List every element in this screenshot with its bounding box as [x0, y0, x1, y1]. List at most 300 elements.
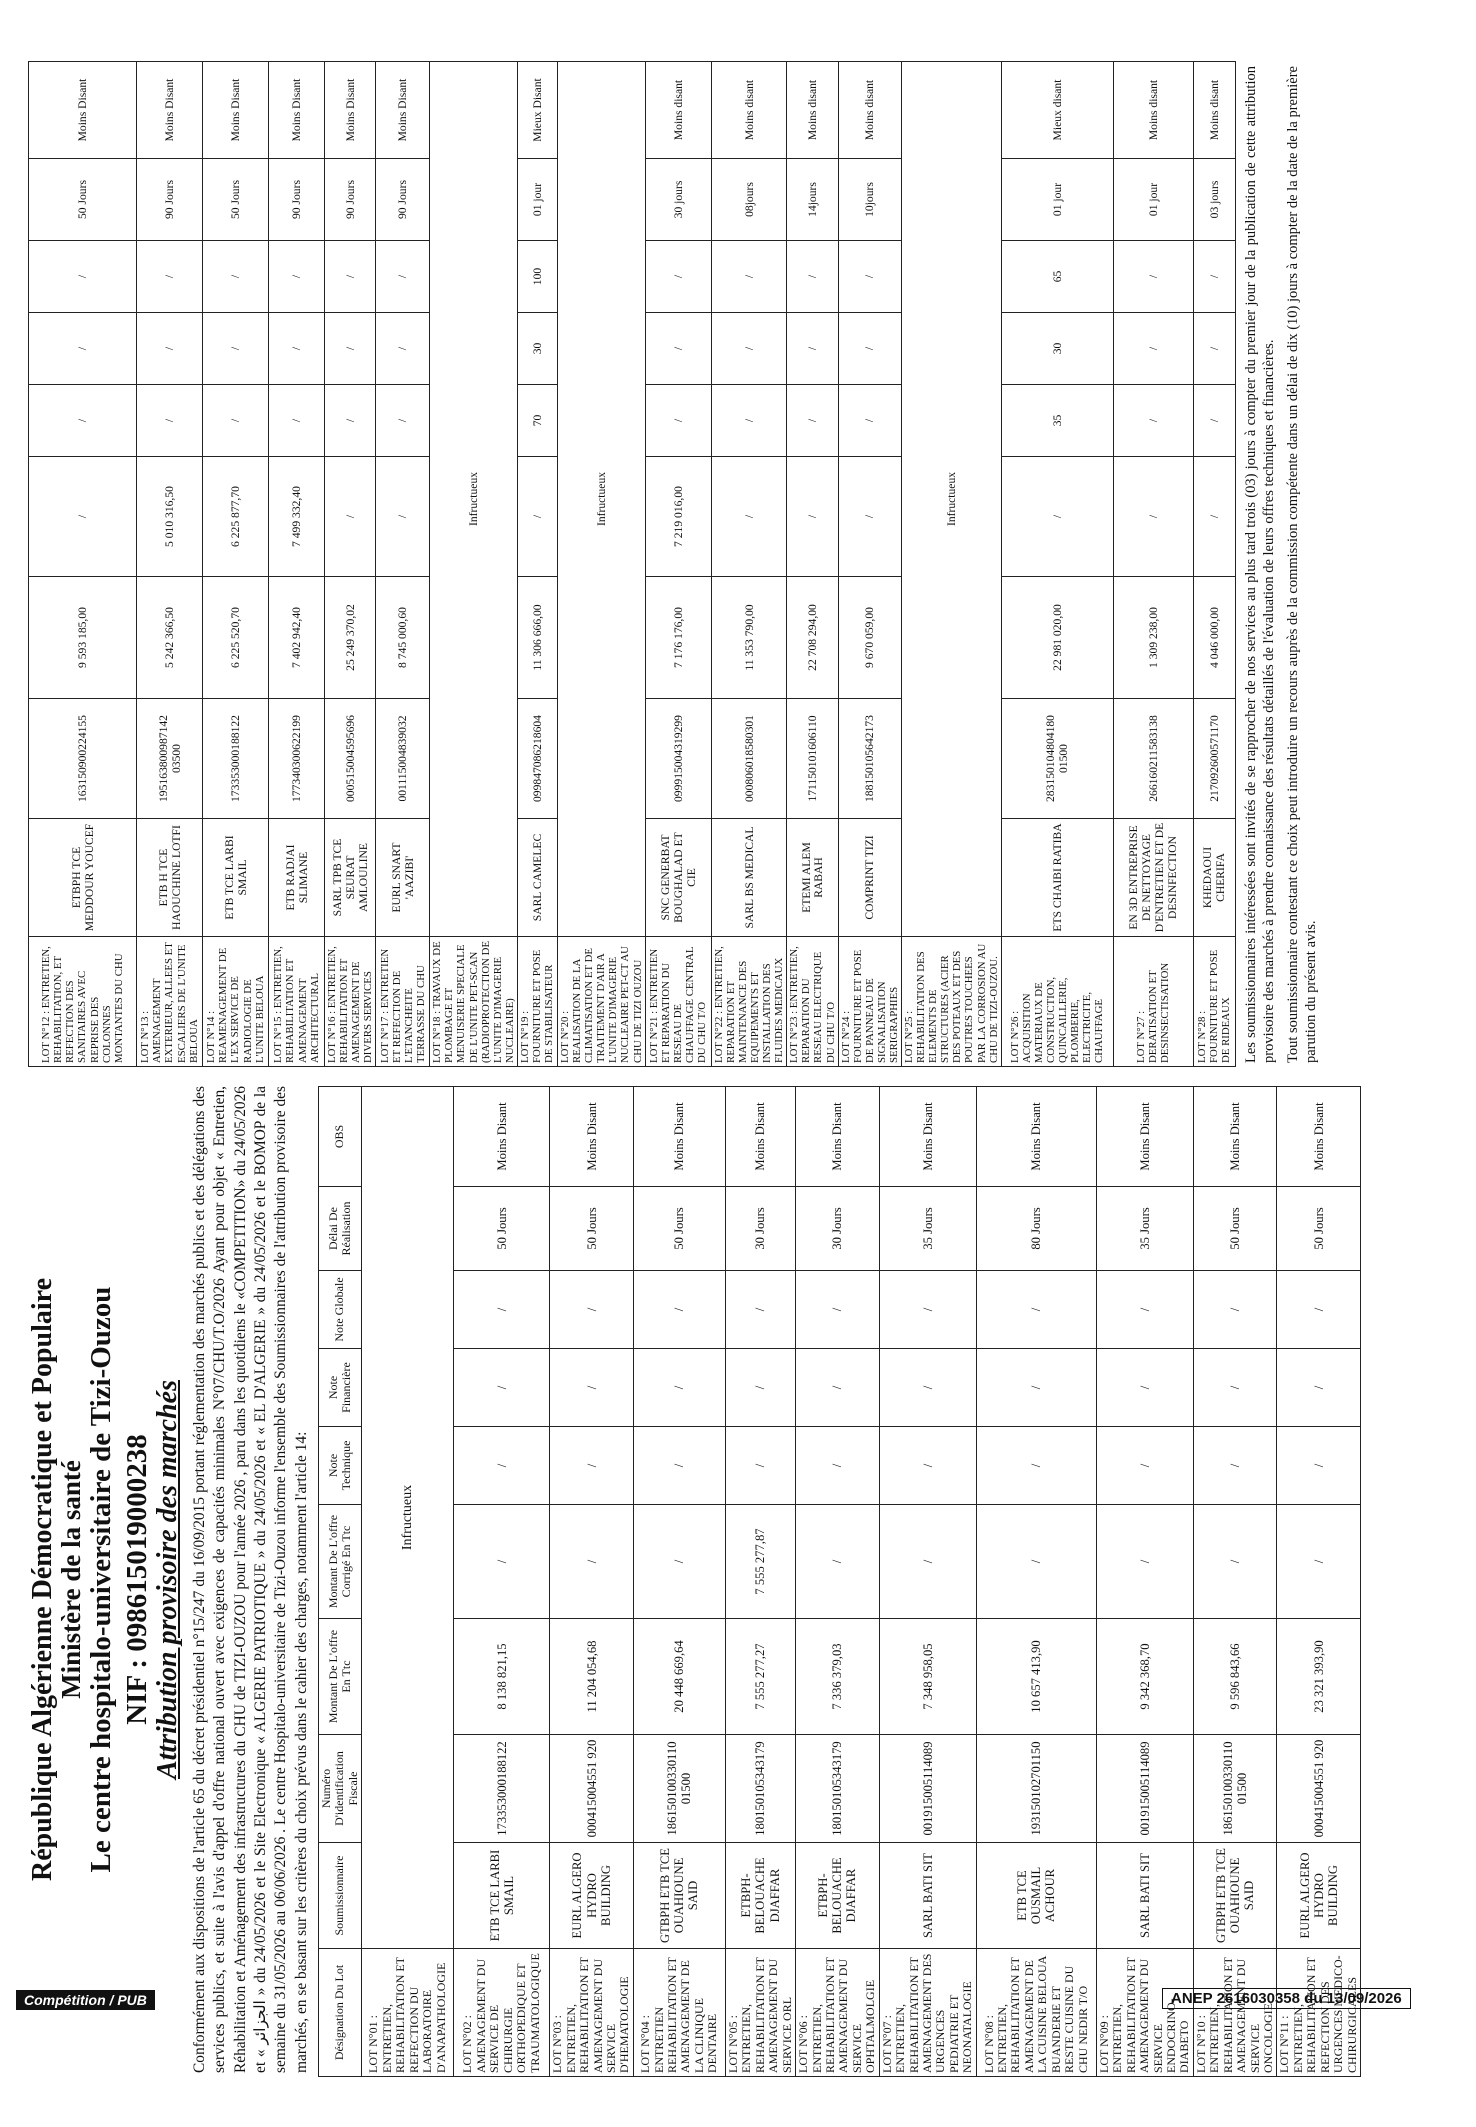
cell-corrige: /	[1096, 1505, 1193, 1619]
cell-corrige: /	[787, 457, 838, 577]
table-row	[203, 62, 269, 1067]
cell-delai: 35 Jours	[879, 1187, 976, 1271]
cell-fin: /	[1096, 1349, 1193, 1427]
cell-nif: 163150900224155	[29, 699, 137, 819]
cell-tech: 70	[517, 385, 557, 457]
lot-designation: LOT N°09 : ENTRETIEN, REHABILITATION ET AMENAGEMENT DU SERVICE ENDOCRINO-DIABETO	[1096, 1949, 1193, 2077]
cell-obs: Moins Disant	[1096, 1087, 1193, 1187]
cell-tech: /	[269, 385, 325, 457]
cell-soum: EURL ALGERO HYDRO BUILDING	[1277, 1843, 1361, 1949]
cell-fin: /	[203, 313, 269, 385]
cell-fin: /	[325, 313, 376, 385]
cell-glob: /	[725, 1271, 795, 1349]
col-delai: Délai De Réalisation	[318, 1187, 361, 1271]
cell-glob: /	[1193, 241, 1235, 313]
cell-montant: 1 309 238,00	[1113, 577, 1193, 699]
cell-corrige: 7 499 332,40	[269, 457, 325, 577]
anep-reference: ANEP 2616030358 du 13/09/2026	[1162, 1988, 1411, 2009]
cell-montant: 25 249 370,02	[325, 577, 376, 699]
cell-soum: KHEDAOUI CHERIFA	[1193, 819, 1235, 937]
cell-obs: Moins Disant	[633, 1087, 725, 1187]
cell-nif: 193150102701150	[976, 1735, 1096, 1843]
cell-montant: 9 593 185,00	[29, 577, 137, 699]
cell-montant: 8 138 821,15	[454, 1619, 550, 1735]
cell-delai: 50 Jours	[29, 159, 137, 241]
table-row	[711, 62, 786, 1067]
cell-montant: 7 336 379,03	[796, 1619, 880, 1735]
cell-delai: 01 jour	[1001, 159, 1113, 241]
cell-soum: SARL CAMELEC	[517, 819, 557, 937]
cell-fin: /	[879, 1349, 976, 1427]
cell-montant: 9 670 059,00	[838, 577, 901, 699]
cell-corrige: /	[550, 1505, 634, 1619]
infructueux-cell: Infructueux	[902, 62, 1002, 937]
table-row	[645, 62, 711, 1067]
cell-obs: Moins disant	[711, 62, 786, 159]
cell-corrige: /	[1277, 1505, 1361, 1619]
cell-corrige: /	[29, 457, 137, 577]
cell-tech: /	[796, 1427, 880, 1505]
cell-glob: /	[376, 241, 430, 313]
cell-nif: 180150105343179	[725, 1735, 795, 1843]
cell-fin: 30	[1001, 313, 1113, 385]
cell-glob: /	[1193, 1271, 1277, 1349]
cell-fin: /	[1113, 313, 1193, 385]
cell-glob: /	[29, 241, 137, 313]
cell-soum: SARL TPB TCE SEURAT AMLOULINE	[325, 819, 376, 937]
lot-designation: LOT N°19 : FOURNITURE ET POSE DE STABILISATEUR	[517, 937, 557, 1067]
cell-glob: /	[1113, 241, 1193, 313]
cell-soum: ETB TCE OUSMAIL ACHOUR	[976, 1843, 1096, 1949]
cell-soum: ETB TCE LARBI SMAIL	[203, 819, 269, 937]
lot-designation: LOT N°03 : ENTRETIEN, REHABILITATION ET AMENAGEMENT DU SERVICE D'HEMATOLOGIE	[550, 1949, 634, 2077]
cell-tech: /	[1277, 1427, 1361, 1505]
cell-delai: 03 jours	[1193, 159, 1235, 241]
table-row	[376, 62, 430, 1067]
cell-corrige: /	[1001, 457, 1113, 577]
cell-nif: 217092600571170	[1193, 699, 1235, 819]
lot-designation: LOT N°10 : ENTRETIEN, REHABILITATION ET AMENAGEMENT DU SERVICE ONCOLOGIE	[1193, 1949, 1277, 2077]
cell-nif: 173353000188122	[454, 1735, 550, 1843]
table-row	[1001, 62, 1113, 1067]
cell-fin: /	[137, 313, 203, 385]
cell-montant: 22 981 020,00	[1001, 577, 1113, 699]
cell-corrige: /	[1113, 457, 1193, 577]
table-row	[1193, 1087, 1277, 2077]
cell-tech: /	[787, 385, 838, 457]
cell-obs: Moins Disant	[269, 62, 325, 159]
cell-glob: /	[787, 241, 838, 313]
table-row	[137, 62, 203, 1067]
cell-obs: Moins Disant	[137, 62, 203, 159]
cell-glob: /	[633, 1271, 725, 1349]
cell-fin: /	[1277, 1349, 1361, 1427]
cell-montant: 11 353 790,00	[711, 577, 786, 699]
cell-montant: 4 046 000,00	[1193, 577, 1235, 699]
cell-delai: 50 Jours	[454, 1187, 550, 1271]
table-row	[29, 62, 137, 1067]
rotated-document	[28, 57, 1438, 2077]
intro-paragraph: Conformément aux dispositions de l'article 65 du décret présidentiel n°15/247 du 16/09/2015 portant réglementation des marchés publics et des délégations des services publics, et suite à l'avis d'appel d'offre national ouvert avec exigences de capacités minimales N°07/CHU/T.O/2026 Ayant pour objet « Entretien, Réhabilitation et Aménagement des infrastructures du CHU de TIZI-OUZOU pour l'année 2026 , paru dans les quotidiens le «COMPETITION» du 24/05/2026 et « الجزائر » du 24/05/2026 et le Site Electronique « ALGERIE PATRIOTIQUE » du 24/05/2026 et « EL D'ALGERIE » du 24/05/2026 et le BOMOP de la semaine du 31/05/2026 au 06/06/2026 . Le centre Hospitalo-universitaire de Tizi-Ouzou informe l'ensemble des Soumissionnaires de l'attribution provisoire des marchés, en se basant sur les critères du choix prévus dans le cahier des charges, notamment l'article 14:	[191, 1085, 310, 2073]
col-corrige: Montant De L'offre Corrigé En Ttc	[318, 1505, 361, 1619]
lot-designation: LOT N°11 : ENTRETIEN, REHABILITATION ET REFECTION DES URGENCES MEDICO-CHIRURGICALES	[1277, 1949, 1361, 2077]
footer-note-1: Les soumissionnaires intéressées sont invités de se rapprocher de nos services au plus tard trois (03) jours à compter du premier jour de la publication de cette attribution provisoire des marchés à prendre connaissance des résultats détaillés de l'évaluation de leurs offres techniques et financières.	[1242, 66, 1277, 1063]
cell-fin: /	[1193, 313, 1235, 385]
cell-fin: /	[633, 1349, 725, 1427]
cell-montant: 7 402 942,40	[269, 577, 325, 699]
cell-montant: 11 306 666,00	[517, 577, 557, 699]
cell-obs: Moins Disant	[1193, 1087, 1277, 1187]
cell-tech: /	[1113, 385, 1193, 457]
cell-tech: /	[725, 1427, 795, 1505]
cell-glob: /	[796, 1271, 880, 1349]
lot-designation: LOT N°15 : ENTRETIEN, REHABILITATION ET AMENAGEMENT ARCHITECTURAL	[269, 937, 325, 1067]
table-row	[517, 62, 557, 1067]
cell-tech: /	[838, 385, 901, 457]
cell-tech: /	[1193, 1427, 1277, 1505]
cell-glob: /	[1277, 1271, 1361, 1349]
cell-tech: /	[711, 385, 786, 457]
cell-fin: /	[269, 313, 325, 385]
cell-nif: 001915005114089	[1096, 1735, 1193, 1843]
cell-delai: 01 jour	[517, 159, 557, 241]
cell-delai: 35 Jours	[1096, 1187, 1193, 1271]
left-table	[318, 1086, 1361, 2077]
infructueux-cell: Infructueux	[557, 62, 645, 937]
cell-corrige: /	[796, 1505, 880, 1619]
cell-soum: ETS CHAIBI RATIBA	[1001, 819, 1113, 937]
cell-delai: 90 Jours	[137, 159, 203, 241]
cell-tech: /	[29, 385, 137, 457]
cell-delai: 30 Jours	[796, 1187, 880, 1271]
table-row	[1277, 1087, 1361, 2077]
table-row	[557, 62, 645, 1067]
cell-obs: Moins Disant	[203, 62, 269, 159]
cell-corrige: 7 219 016,00	[645, 457, 711, 577]
table-row	[879, 1087, 976, 2077]
cell-nif: 186150100330110 01500	[633, 1735, 725, 1843]
cell-corrige: /	[633, 1505, 725, 1619]
infructueux-cell: Infructueux	[362, 1087, 454, 1949]
cell-fin: /	[1193, 1349, 1277, 1427]
cell-soum: ETB RADJAI SLIMANE	[269, 819, 325, 937]
lot-designation: LOT N°17 : ENTRETIEN ET REFECTION DE L'ETANCHEITE TERRASSE DU CHU	[376, 937, 430, 1067]
cell-delai: 90 Jours	[325, 159, 376, 241]
cell-corrige: /	[454, 1505, 550, 1619]
cell-tech: /	[137, 385, 203, 457]
cell-obs: Moins disant	[1193, 62, 1235, 159]
cell-fin: /	[29, 313, 137, 385]
cell-obs: Moins disant	[1113, 62, 1193, 159]
table-row	[633, 1087, 725, 2077]
cell-soum: SARL BATI SIT	[879, 1843, 976, 1949]
lot-designation: LOT N°12 : ENTRETIEN, REHABILITATION, ET REFECTION DES SANITAIRES AVEC REPRISE DES COLONNES MONTANTES DU CHU	[29, 937, 137, 1067]
lot-designation: LOT N°25 : REHABILITATION DES ELEMENTS DE STRUCTURES (ACIER DES POTEAUX ET DES POUTRES TOUCHEES PAR LA CORROSION AU CHU DE TIZI-OUZOU.	[902, 937, 1002, 1067]
table-row	[787, 62, 838, 1067]
table-row	[976, 1087, 1096, 2077]
cell-corrige: /	[1193, 1505, 1277, 1619]
cell-fin: /	[796, 1349, 880, 1427]
lot-designation: LOT N°23 : ENTRETIEN, REPARATION DU RESEAU ELECTRIQUE DU CHU T/O	[787, 937, 838, 1067]
cell-glob: /	[711, 241, 786, 313]
lot-designation: LOT N°08 : ENTRETIEN, REHABILITATION ET AMENAGEMENT DE LA CUISINE BELOUA BUANDERIE ET RESTE CUISINE DU CHU NEDIR T/O	[976, 1949, 1096, 2077]
cell-corrige: /	[711, 457, 786, 577]
cell-delai: 90 Jours	[269, 159, 325, 241]
col-fin: Note Financière	[318, 1349, 361, 1427]
cell-glob: /	[1096, 1271, 1193, 1349]
cell-fin: /	[550, 1349, 634, 1427]
header-chu: Le centre hospitalo-universitaire de Tizi-Ouzou	[84, 1286, 117, 1873]
cell-obs: Moins disant	[787, 62, 838, 159]
lot-designation: LOT N°07 : ENTRETIEN, REHABILITATION ET AMENAGEMENT DES URGENCES PEDIATRIE ET NEONATALOGIE	[879, 1949, 976, 2077]
cell-soum: ETB H TCE HAOUCHINE LOTFI	[137, 819, 203, 937]
cell-montant: 10 657 413,90	[976, 1619, 1096, 1735]
cell-tech: /	[454, 1427, 550, 1505]
cell-obs: Mieux disant	[1001, 62, 1113, 159]
cell-nif: 000415004551 920	[550, 1735, 634, 1843]
cell-corrige: /	[376, 457, 430, 577]
cell-montant: 23 321 393,90	[1277, 1619, 1361, 1735]
cell-delai: 30 Jours	[725, 1187, 795, 1271]
cell-tech: 35	[1001, 385, 1113, 457]
lot-designation: LOT N°24 : FOURNITURE ET POSE DE PANNEAU DE SIGNALISATION SERIGRAPHIES	[838, 937, 901, 1067]
cell-fin: /	[787, 313, 838, 385]
cell-fin: /	[711, 313, 786, 385]
cell-soum: ETB TCE LARBI SMAIL	[454, 1843, 550, 1949]
cell-corrige: /	[325, 457, 376, 577]
cell-glob: /	[203, 241, 269, 313]
cell-glob: /	[879, 1271, 976, 1349]
cell-nif: 000415004551 920	[1277, 1735, 1361, 1843]
right-table	[28, 61, 1236, 1067]
cell-soum: SARL BATI SIT	[1096, 1843, 1193, 1949]
cell-fin: /	[376, 313, 430, 385]
cell-tech: /	[1193, 385, 1235, 457]
cell-soum: ETBPH TCE MEDDOUR YOUCEF	[29, 819, 137, 937]
col-soum: Soumissionnaire	[318, 1843, 361, 1949]
lot-designation: LOT N°02 : AMENAGEMENT DU SERVICE DE CHIRURGIE ORTHOPEDIQUE ET TRAUMATOLOGIQUE	[454, 1949, 550, 2077]
lot-designation: LOT N°28 : FOURNITURE ET POSE DE RIDEAUX	[1193, 937, 1235, 1067]
table-row	[550, 1087, 634, 2077]
cell-corrige: /	[976, 1505, 1096, 1619]
cell-obs: Moins Disant	[725, 1087, 795, 1187]
cell-fin: /	[838, 313, 901, 385]
cell-nif: 001115004839032	[376, 699, 430, 819]
col-montant: Montant De L'offre En Ttc	[318, 1619, 361, 1735]
left-column	[28, 1082, 1361, 2077]
cell-fin: 30	[517, 313, 557, 385]
cell-montant: 9 342 368,70	[1096, 1619, 1193, 1735]
cell-nif: 099915004319299	[645, 699, 711, 819]
cell-tech: /	[633, 1427, 725, 1505]
left-table-header	[318, 1087, 361, 2077]
cell-tech: /	[376, 385, 430, 457]
cell-glob: /	[645, 241, 711, 313]
cell-obs: Moins Disant	[879, 1087, 976, 1187]
lot-designation: LOT N°04 : ENTRETIEN REHABILITATION ET AMENAGEMENT DE LA CLINIQUE DENTAIRE	[633, 1949, 725, 2077]
cell-corrige: 7 555 277,87	[725, 1505, 795, 1619]
cell-fin: /	[976, 1349, 1096, 1427]
cell-soum: GTBPH ETB TCE OUAHIOUNE SAID	[633, 1843, 725, 1949]
cell-montant: 8 745 000,60	[376, 577, 430, 699]
cell-obs: Moins Disant	[376, 62, 430, 159]
right-column	[28, 62, 1326, 1067]
table-row	[454, 1087, 550, 2077]
cell-montant: 5 242 366,50	[137, 577, 203, 699]
table-row	[725, 1087, 795, 2077]
cell-obs: Moins Disant	[550, 1087, 634, 1187]
cell-delai: 80 Jours	[976, 1187, 1096, 1271]
cell-montant: 9 596 843,66	[1193, 1619, 1277, 1735]
cell-delai: 30 jours	[645, 159, 711, 241]
cell-soum: EURL SNART 'AAZIBI'	[376, 819, 430, 937]
cell-soum: COMPRINT TIZI	[838, 819, 901, 937]
cell-obs: Moins Disant	[29, 62, 137, 159]
cell-soum: SNC GENERBAT BOUGHALAD ET CIE	[645, 819, 711, 937]
lot-designation: LOT N°01 : ENTRETIEN, REHABILITATION ET REFECTION DU LABORATOIRE D'ANAPATHOLOGIE	[362, 1949, 454, 2077]
cell-nif: 000515004595696	[325, 699, 376, 819]
col-tech: Note Technique	[318, 1427, 361, 1505]
cell-obs: Moins Disant	[454, 1087, 550, 1187]
cell-delai: 14jours	[787, 159, 838, 241]
cell-montant: 7 176 176,00	[645, 577, 711, 699]
lot-designation: LOT N°22 : ENTRETIEN, REPARATION ET MAINTENANCE DES EQUIPEMENTS ET INSTALLATION DES FLUIDES MEDICAUX	[711, 937, 786, 1067]
cell-tech: /	[325, 385, 376, 457]
col-lot: Désignation Du Lot	[318, 1949, 361, 2077]
col-nif: Numéro D'identification Fiscale	[318, 1735, 361, 1843]
cell-glob: /	[550, 1271, 634, 1349]
table-row	[902, 62, 1002, 1067]
cell-nif: 180150105343179	[796, 1735, 880, 1843]
cell-delai: 90 Jours	[376, 159, 430, 241]
cell-tech: /	[550, 1427, 634, 1505]
cell-nif: 173353000188122	[203, 699, 269, 819]
col-obs: OBS	[318, 1087, 361, 1187]
header-republic: République Algérienne Démocratique et Populaire	[27, 1278, 58, 1881]
cell-montant: 7 348 958,05	[879, 1619, 976, 1735]
cell-obs: Moins disant	[645, 62, 711, 159]
lot-designation: LOT N°16 : ENTRETIEN, REHABILITATION ET AMENAGEMENT DE DIVERS SERVICES	[325, 937, 376, 1067]
publisher-badge: Compétition / PUB	[16, 1990, 155, 2010]
cell-glob: /	[325, 241, 376, 313]
cell-delai: 50 Jours	[203, 159, 269, 241]
cell-montant: 7 555 277,27	[725, 1619, 795, 1735]
cell-glob: 100	[517, 241, 557, 313]
cell-delai: 01 jour	[1113, 159, 1193, 241]
cell-obs: Moins disant	[838, 62, 901, 159]
cell-obs: Moins Disant	[976, 1087, 1096, 1187]
table-row	[430, 62, 518, 1067]
table-row	[269, 62, 325, 1067]
cell-glob: /	[454, 1271, 550, 1349]
cell-soum: ETBPH-BELOUACHE DJAFFAR	[796, 1843, 880, 1949]
table-row	[838, 62, 901, 1067]
cell-soum: GTBPH ETB TCE OUAHIOUNE SAID	[1193, 1843, 1277, 1949]
cell-nif: 177340300622199	[269, 699, 325, 819]
cell-delai: 08jours	[711, 159, 786, 241]
cell-nif: 266160211583138	[1113, 699, 1193, 819]
cell-tech: /	[879, 1427, 976, 1505]
lot-designation: LOT N°06 : ENTRETIEN, REHABILITATION ET AMENAGEMENT DU SERVICE OPHTALMOLGIE	[796, 1949, 880, 2077]
header-ministry: Ministère de la santé	[56, 1460, 87, 1699]
cell-obs: Moins Disant	[796, 1087, 880, 1187]
cell-nif: 283150104804180 01500	[1001, 699, 1113, 819]
cell-delai: 50 Jours	[1277, 1187, 1361, 1271]
cell-nif: 000806018580301	[711, 699, 786, 819]
cell-corrige: 6 225 877,70	[203, 457, 269, 577]
cell-fin: /	[454, 1349, 550, 1427]
cell-soum: SARL BS MEDICAL	[711, 819, 786, 937]
cell-glob: /	[838, 241, 901, 313]
infructueux-cell: Infructueux	[430, 62, 518, 937]
cell-corrige: /	[1193, 457, 1235, 577]
cell-delai: 50 Jours	[550, 1187, 634, 1271]
lot-designation: LOT N°13 : AMENAGEMENT EXTERIEUR, ALLEES ET ESCALIERS DE L'UNITE BELOUA	[137, 937, 203, 1067]
col-glob: Note Globale	[318, 1271, 361, 1349]
lot-designation: LOT N°21 : ENTRETIEN ET REPARATION DU RESEAU DE CHAUFFAGE CENTRAL DU CHU T/O	[645, 937, 711, 1067]
cell-tech: /	[976, 1427, 1096, 1505]
header-nif: NIF : 098615019000238	[121, 1434, 154, 1725]
table-row	[1113, 62, 1193, 1067]
cell-corrige: /	[517, 457, 557, 577]
lot-designation: LOT N°27 : DERATISATION ET DESINSECTISATION	[1113, 937, 1193, 1067]
cell-nif: 171150101606110	[787, 699, 838, 819]
cell-obs: Mieux Disant	[517, 62, 557, 159]
cell-nif: 188150105642173	[838, 699, 901, 819]
lot-designation: LOT N°26 : ACQUISITION MATERIAUX DE CONSTRUCTION, QUINCAILLERIE, PLOMBERIE, ELECTRICITE, CHAUFFAGE	[1001, 937, 1113, 1067]
cell-montant: 22 708 294,00	[787, 577, 838, 699]
cell-montant: 20 448 669,64	[633, 1619, 725, 1735]
cell-corrige: /	[838, 457, 901, 577]
cell-montant: 11 204 054,68	[550, 1619, 634, 1735]
table-row	[362, 1087, 454, 2077]
table-row	[1096, 1087, 1193, 2077]
cell-delai: 50 Jours	[1193, 1187, 1277, 1271]
lot-designation: LOT N°20 : REALISATION DE LA CLIMATISATION ET DE TRAITEMENT D'AIR A L'UNITE D'IMAGERIE NUCLEAIRE PET-CT AU CHU DE TIZI OUZOU	[557, 937, 645, 1067]
document-header	[28, 1082, 182, 2077]
cell-corrige: /	[879, 1505, 976, 1619]
table-row	[796, 1087, 880, 2077]
cell-delai: 10jours	[838, 159, 901, 241]
cell-corrige: 5 010 316,50	[137, 457, 203, 577]
cell-nif: 001915005114089	[879, 1735, 976, 1843]
header-attribution: Attribution provisoire des marchés	[151, 1379, 183, 1780]
table-row	[325, 62, 376, 1067]
cell-soum: EURL ALGERO HYDRO BUILDING	[550, 1843, 634, 1949]
cell-soum: ETBPH-BELOUACHE DJAFFAR	[725, 1843, 795, 1949]
cell-nif: 099847086218604	[517, 699, 557, 819]
cell-soum: EN 3D ENTREPRISE DE NETTOYAGE D'ENTRETIEN ET DE DESINFECTION	[1113, 819, 1193, 937]
cell-montant: 6 225 520,70	[203, 577, 269, 699]
cell-soum: ETEMI ALEM RABAH	[787, 819, 838, 937]
lot-designation: LOT N°18 : TRAVAUX DE PLOMBAGE ET MENUISERIE SPECIALE DE L'UNITE PET-SCAN (RADIOPROTECTION DE L'UNITE D'IMAGERIE NUCLEAIRE)	[430, 937, 518, 1067]
cell-nif: 186150100330110 01500	[1193, 1735, 1277, 1843]
cell-tech: /	[645, 385, 711, 457]
footer-note-2: Tout soumissionnaire contestant ce choix peut introduire un recours auprès de la commission compétente dans un délai de dix (10) jours à compter de la date de la première parution du présent avis.	[1284, 66, 1320, 1063]
cell-delai: 50 Jours	[633, 1187, 725, 1271]
table-row	[1193, 62, 1235, 1067]
lot-designation: LOT N°05 : ENTRETIEN, REHABILITATION ET AMENAGEMENT DU SERVICE ORL	[725, 1949, 795, 2077]
cell-obs: Moins Disant	[1277, 1087, 1361, 1187]
cell-glob: 65	[1001, 241, 1113, 313]
cell-glob: /	[269, 241, 325, 313]
cell-tech: /	[1096, 1427, 1193, 1505]
cell-obs: Moins Disant	[325, 62, 376, 159]
cell-glob: /	[137, 241, 203, 313]
cell-glob: /	[976, 1271, 1096, 1349]
cell-tech: /	[203, 385, 269, 457]
cell-fin: /	[645, 313, 711, 385]
